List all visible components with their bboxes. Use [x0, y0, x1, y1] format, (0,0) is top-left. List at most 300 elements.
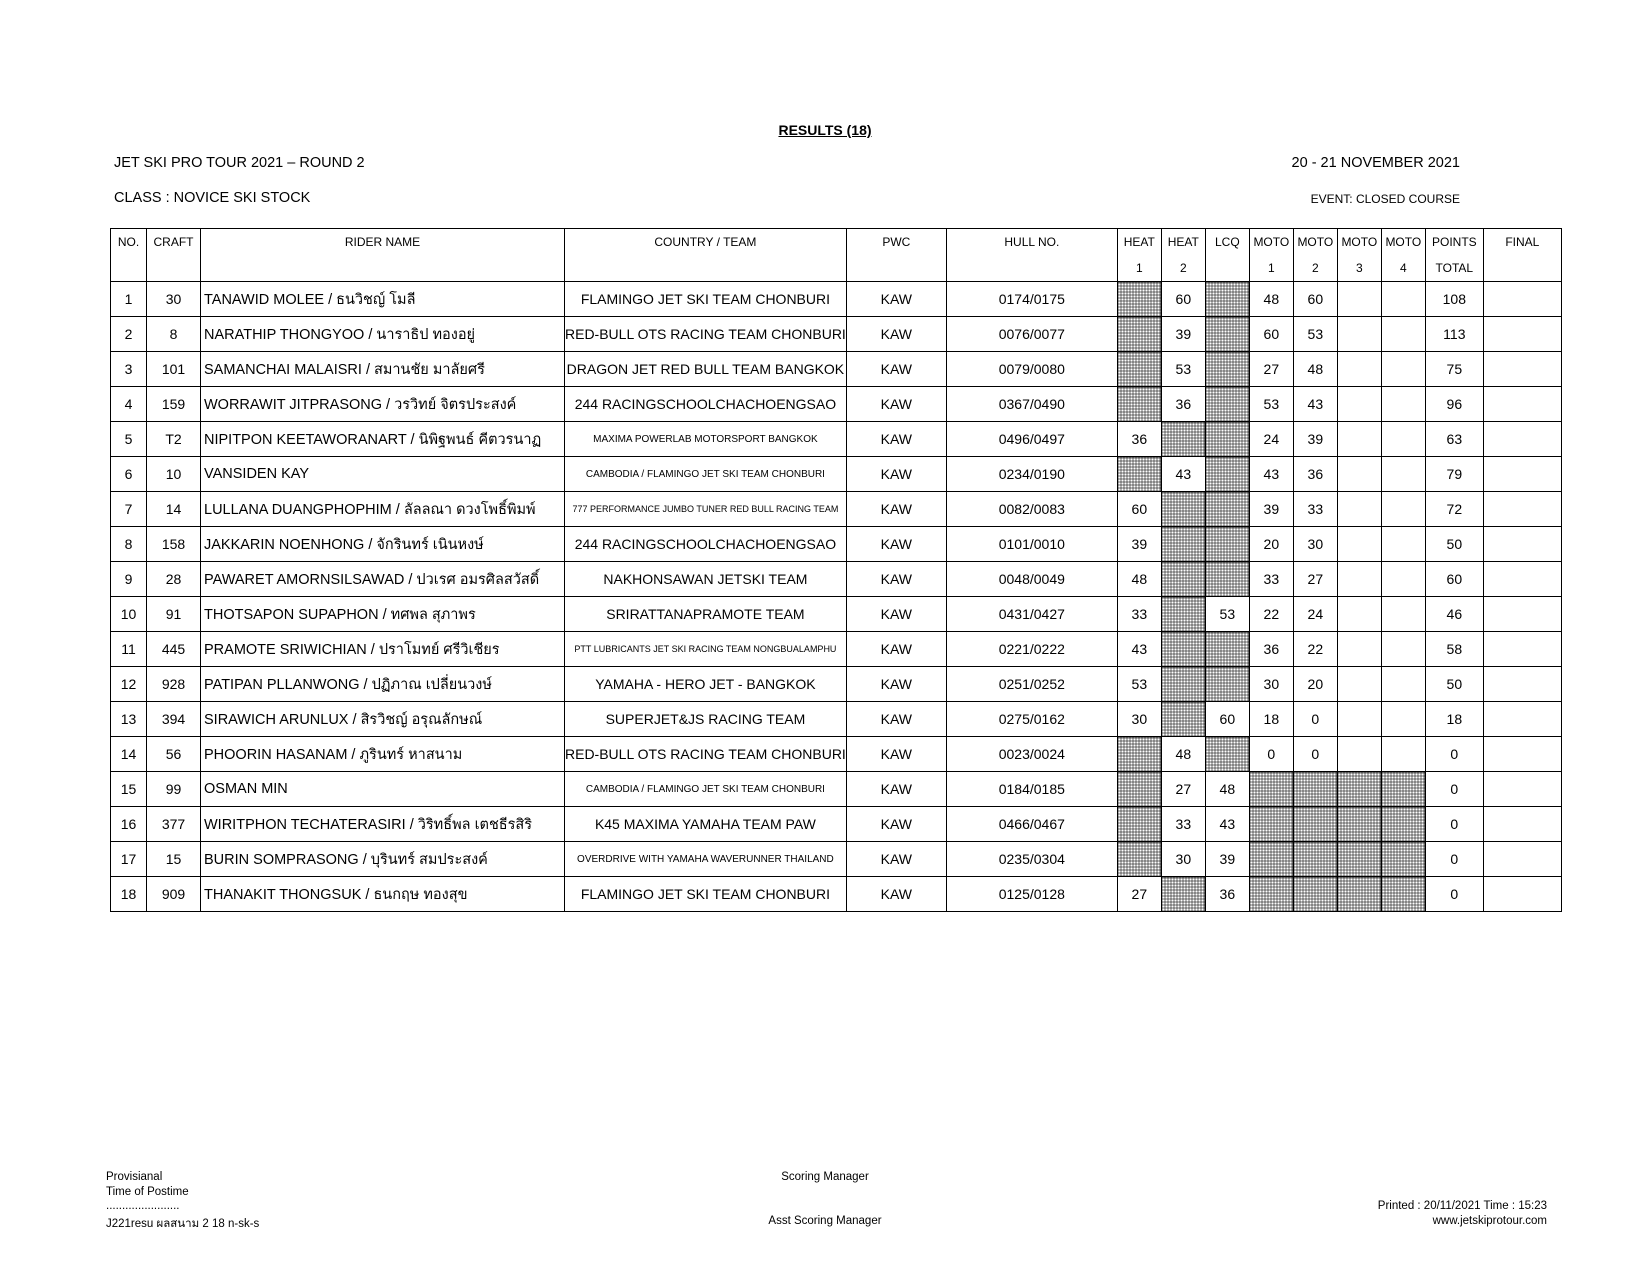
col-moto3: MOTO [1337, 229, 1381, 256]
table-row [111, 597, 1562, 632]
table-row [111, 632, 1562, 667]
cell-points-total: 50 [1425, 527, 1483, 562]
cell-no: 12 [111, 667, 147, 702]
cell-no: 9 [111, 562, 147, 597]
cell-final [1483, 772, 1561, 807]
cell-lcq [1205, 492, 1249, 527]
cell-pwc: KAW [846, 597, 946, 632]
cell-craft: 445 [147, 632, 201, 667]
cell-craft: 99 [147, 772, 201, 807]
cell-moto1 [1249, 772, 1293, 807]
col-lcq: LCQ [1205, 229, 1249, 282]
cell-final [1483, 562, 1561, 597]
cell-no: 2 [111, 317, 147, 352]
cell-rider-name: PRAMOTE SRIWICHIAN / ปราโมทย์ ศรีวิเชียร [201, 632, 565, 667]
cell-heat2 [1161, 562, 1205, 597]
cell-heat1 [1117, 737, 1161, 772]
cell-moto4 [1381, 772, 1425, 807]
cell-moto1: 53 [1249, 387, 1293, 422]
cell-pwc: KAW [846, 527, 946, 562]
cell-heat1 [1117, 387, 1161, 422]
col-moto4: MOTO [1381, 229, 1425, 256]
cell-moto4 [1381, 737, 1425, 772]
cell-final [1483, 527, 1561, 562]
cell-rider-name: LULLANA DUANGPHOPHIM / ลัลลณา ดวงโพธิ์พิมพ์ [201, 492, 565, 527]
col-points: POINTS [1425, 229, 1483, 256]
cell-moto2 [1293, 772, 1337, 807]
cell-hull-no: 0235/0304 [946, 842, 1117, 877]
cell-rider-name: THOTSAPON SUPAPHON / ทศพล สุภาพร [201, 597, 565, 632]
cell-final [1483, 702, 1561, 737]
cell-lcq: 53 [1205, 597, 1249, 632]
cell-rider-name: WIRITPHON TECHATERASIRI / วิริทธิ์พล เตชธีรสิริ [201, 807, 565, 842]
cell-moto3 [1337, 737, 1381, 772]
cell-pwc: KAW [846, 807, 946, 842]
cell-heat1: 30 [1117, 702, 1161, 737]
col-moto3-sub: 3 [1337, 255, 1381, 282]
cell-pwc: KAW [846, 772, 946, 807]
cell-lcq [1205, 282, 1249, 317]
cell-heat2 [1161, 492, 1205, 527]
col-moto1-sub: 1 [1249, 255, 1293, 282]
cell-no: 10 [111, 597, 147, 632]
table-row [111, 737, 1562, 772]
cell-moto4 [1381, 597, 1425, 632]
cell-points-total: 72 [1425, 492, 1483, 527]
footer-provisional: Provisianal [106, 1171, 163, 1183]
cell-country-team: NAKHONSAWAN JETSKI TEAM [565, 562, 847, 597]
cell-lcq [1205, 457, 1249, 492]
cell-heat1 [1117, 842, 1161, 877]
cell-moto1: 18 [1249, 702, 1293, 737]
cell-pwc: KAW [846, 702, 946, 737]
cell-moto4 [1381, 632, 1425, 667]
table-row [111, 352, 1562, 387]
cell-heat2 [1161, 597, 1205, 632]
table-row [111, 282, 1562, 317]
cell-points-total: 50 [1425, 667, 1483, 702]
cell-pwc: KAW [846, 877, 946, 912]
cell-heat1: 36 [1117, 422, 1161, 457]
cell-country-team: RED-BULL OTS RACING TEAM CHONBURI [565, 737, 847, 772]
cell-moto1: 27 [1249, 352, 1293, 387]
cell-moto4 [1381, 352, 1425, 387]
cell-moto1: 33 [1249, 562, 1293, 597]
cell-moto2: 30 [1293, 527, 1337, 562]
cell-moto2: 0 [1293, 737, 1337, 772]
cell-no: 8 [111, 527, 147, 562]
cell-pwc: KAW [846, 632, 946, 667]
cell-pwc: KAW [846, 842, 946, 877]
cell-rider-name: THANAKIT THONGSUK / ธนกฤษ ทองสุข [201, 877, 565, 912]
cell-country-team: 244 RACINGSCHOOLCHACHOENGSAO [565, 387, 847, 422]
cell-final [1483, 282, 1561, 317]
cell-moto1: 60 [1249, 317, 1293, 352]
cell-moto4 [1381, 527, 1425, 562]
cell-craft: 101 [147, 352, 201, 387]
cell-lcq [1205, 317, 1249, 352]
cell-no: 5 [111, 422, 147, 457]
col-craft: CRAFT [147, 229, 201, 282]
cell-moto2: 33 [1293, 492, 1337, 527]
cell-moto4 [1381, 562, 1425, 597]
cell-hull-no: 0251/0252 [946, 667, 1117, 702]
cell-lcq: 60 [1205, 702, 1249, 737]
cell-moto1: 43 [1249, 457, 1293, 492]
cell-craft: T2 [147, 422, 201, 457]
results-body [111, 282, 1562, 912]
cell-craft: 377 [147, 807, 201, 842]
cell-final [1483, 457, 1561, 492]
cell-craft: 15 [147, 842, 201, 877]
cell-points-total: 58 [1425, 632, 1483, 667]
cell-points-total: 0 [1425, 842, 1483, 877]
col-heat1-sub: 1 [1117, 255, 1161, 282]
cell-hull-no: 0101/0010 [946, 527, 1117, 562]
cell-moto3 [1337, 352, 1381, 387]
cell-moto2: 20 [1293, 667, 1337, 702]
cell-hull-no: 0496/0497 [946, 422, 1117, 457]
cell-no: 14 [111, 737, 147, 772]
col-points-sub: TOTAL [1425, 255, 1483, 282]
cell-hull-no: 0076/0077 [946, 317, 1117, 352]
col-moto2: MOTO [1293, 229, 1337, 256]
cell-points-total: 108 [1425, 282, 1483, 317]
cell-rider-name: JAKKARIN NOENHONG / จักรินทร์ เนินหงษ์ [201, 527, 565, 562]
cell-country-team: MAXIMA POWERLAB MOTORSPORT BANGKOK [565, 422, 847, 457]
cell-craft: 30 [147, 282, 201, 317]
cell-points-total: 0 [1425, 807, 1483, 842]
cell-moto2 [1293, 877, 1337, 912]
cell-no: 11 [111, 632, 147, 667]
cell-no: 1 [111, 282, 147, 317]
cell-country-team: K45 MAXIMA YAMAHA TEAM PAW [565, 807, 847, 842]
table-row [111, 702, 1562, 737]
cell-heat2: 27 [1161, 772, 1205, 807]
cell-final [1483, 492, 1561, 527]
cell-points-total: 0 [1425, 772, 1483, 807]
cell-moto1: 39 [1249, 492, 1293, 527]
cell-heat2: 36 [1161, 387, 1205, 422]
footer-printed-time: Printed : 20/11/2021 Time : 15:23 [1377, 1200, 1547, 1212]
table-row [111, 492, 1562, 527]
cell-moto2: 43 [1293, 387, 1337, 422]
table-row [111, 387, 1562, 422]
col-moto1: MOTO [1249, 229, 1293, 256]
cell-moto1: 20 [1249, 527, 1293, 562]
cell-moto3 [1337, 562, 1381, 597]
cell-heat1: 33 [1117, 597, 1161, 632]
col-moto2-sub: 2 [1293, 255, 1337, 282]
table-row [111, 457, 1562, 492]
cell-moto2 [1293, 807, 1337, 842]
footer-asst-scoring-manager: Asst Scoring Manager [768, 1215, 882, 1227]
cell-moto3 [1337, 387, 1381, 422]
cell-no: 3 [111, 352, 147, 387]
cell-moto3 [1337, 422, 1381, 457]
cell-moto3 [1337, 492, 1381, 527]
cell-heat2 [1161, 527, 1205, 562]
cell-rider-name: OSMAN MIN [201, 772, 565, 807]
cell-moto3 [1337, 667, 1381, 702]
cell-moto4 [1381, 877, 1425, 912]
cell-points-total: 60 [1425, 562, 1483, 597]
col-final: FINAL [1483, 229, 1561, 282]
event-type: EVENT: CLOSED COURSE [1310, 192, 1460, 206]
footer-website: www.jetskiprotour.com [1432, 1215, 1547, 1227]
cell-moto1 [1249, 807, 1293, 842]
class-label: CLASS : NOVICE SKI STOCK [114, 190, 311, 206]
cell-country-team: CAMBODIA / FLAMINGO JET SKI TEAM CHONBURI [565, 457, 847, 492]
cell-moto4 [1381, 387, 1425, 422]
cell-lcq [1205, 737, 1249, 772]
cell-heat2: 60 [1161, 282, 1205, 317]
cell-craft: 56 [147, 737, 201, 772]
cell-heat1: 27 [1117, 877, 1161, 912]
cell-final [1483, 422, 1561, 457]
header-row-main [111, 229, 1562, 256]
cell-hull-no: 0082/0083 [946, 492, 1117, 527]
cell-lcq [1205, 422, 1249, 457]
cell-rider-name: NIPITPON KEETAWORANART / นิพิฐพนธ์ คีตวรนาฏ [201, 422, 565, 457]
cell-heat2: 30 [1161, 842, 1205, 877]
cell-points-total: 18 [1425, 702, 1483, 737]
col-heat2-sub: 2 [1161, 255, 1205, 282]
cell-heat2: 33 [1161, 807, 1205, 842]
cell-craft: 158 [147, 527, 201, 562]
cell-lcq: 43 [1205, 807, 1249, 842]
col-heat2: HEAT [1161, 229, 1205, 256]
cell-rider-name: TANAWID MOLEE / ธนวิชญ์ โมลี [201, 282, 565, 317]
cell-moto2: 48 [1293, 352, 1337, 387]
cell-craft: 28 [147, 562, 201, 597]
cell-final [1483, 667, 1561, 702]
cell-points-total: 79 [1425, 457, 1483, 492]
cell-rider-name: BURIN SOMPRASONG / บุรินทร์ สมประสงค์ [201, 842, 565, 877]
cell-rider-name: PAWARET AMORNSILSAWAD / ปวเรศ อมรศิลสวัสดิ์ [201, 562, 565, 597]
cell-hull-no: 0125/0128 [946, 877, 1117, 912]
cell-heat2: 53 [1161, 352, 1205, 387]
col-no: NO. [111, 229, 147, 282]
cell-moto3 [1337, 282, 1381, 317]
cell-rider-name: SAMANCHAI MALAISRI / สมานชัย มาลัยศรี [201, 352, 565, 387]
cell-no: 17 [111, 842, 147, 877]
cell-heat2 [1161, 702, 1205, 737]
cell-no: 6 [111, 457, 147, 492]
cell-heat2 [1161, 667, 1205, 702]
cell-country-team: YAMAHA - HERO JET - BANGKOK [565, 667, 847, 702]
cell-country-team: CAMBODIA / FLAMINGO JET SKI TEAM CHONBURI [565, 772, 847, 807]
cell-rider-name: SIRAWICH ARUNLUX / สิรวิชญ์ อรุณลักษณ์ [201, 702, 565, 737]
cell-heat2 [1161, 422, 1205, 457]
cell-final [1483, 737, 1561, 772]
cell-moto3 [1337, 632, 1381, 667]
cell-pwc: KAW [846, 422, 946, 457]
cell-moto3 [1337, 597, 1381, 632]
cell-moto2: 36 [1293, 457, 1337, 492]
cell-heat1: 43 [1117, 632, 1161, 667]
cell-moto4 [1381, 702, 1425, 737]
cell-moto3 [1337, 877, 1381, 912]
cell-country-team: 244 RACINGSCHOOLCHACHOENGSAO [565, 527, 847, 562]
cell-lcq [1205, 352, 1249, 387]
table-row [111, 877, 1562, 912]
cell-heat1: 39 [1117, 527, 1161, 562]
cell-country-team: FLAMINGO JET SKI TEAM CHONBURI [565, 877, 847, 912]
cell-moto3 [1337, 457, 1381, 492]
cell-final [1483, 352, 1561, 387]
cell-moto1: 0 [1249, 737, 1293, 772]
cell-heat2 [1161, 632, 1205, 667]
cell-rider-name: PATIPAN PLLANWONG / ปฏิภาณ เปลี่ยนวงษ์ [201, 667, 565, 702]
cell-heat1 [1117, 282, 1161, 317]
col-country-team: COUNTRY / TEAM [565, 229, 847, 282]
cell-no: 16 [111, 807, 147, 842]
cell-moto4 [1381, 282, 1425, 317]
cell-moto1: 36 [1249, 632, 1293, 667]
table-row [111, 317, 1562, 352]
cell-lcq [1205, 387, 1249, 422]
table-row [111, 527, 1562, 562]
cell-craft: 14 [147, 492, 201, 527]
cell-no: 15 [111, 772, 147, 807]
cell-heat2 [1161, 877, 1205, 912]
cell-moto3 [1337, 772, 1381, 807]
cell-country-team: 777 PERFORMANCE JUMBO TUNER RED BULL RACING TEAM [565, 492, 847, 527]
cell-lcq: 39 [1205, 842, 1249, 877]
cell-lcq: 36 [1205, 877, 1249, 912]
cell-heat1: 48 [1117, 562, 1161, 597]
cell-moto4 [1381, 807, 1425, 842]
cell-moto2: 39 [1293, 422, 1337, 457]
cell-rider-name: NARATHIP THONGYOO / นาราธิป ทองอยู่ [201, 317, 565, 352]
table-row [111, 422, 1562, 457]
cell-moto2: 24 [1293, 597, 1337, 632]
cell-heat1: 53 [1117, 667, 1161, 702]
cell-moto4 [1381, 842, 1425, 877]
cell-craft: 928 [147, 667, 201, 702]
table-row [111, 842, 1562, 877]
cell-moto1: 48 [1249, 282, 1293, 317]
cell-lcq [1205, 667, 1249, 702]
cell-hull-no: 0023/0024 [946, 737, 1117, 772]
cell-pwc: KAW [846, 492, 946, 527]
cell-rider-name: PHOORIN HASANAM / ภูรินทร์ หาสนาม [201, 737, 565, 772]
cell-moto1: 22 [1249, 597, 1293, 632]
cell-heat1: 60 [1117, 492, 1161, 527]
cell-country-team: RED-BULL OTS RACING TEAM CHONBURI [565, 317, 847, 352]
cell-hull-no: 0221/0222 [946, 632, 1117, 667]
cell-hull-no: 0174/0175 [946, 282, 1117, 317]
cell-moto2: 53 [1293, 317, 1337, 352]
cell-points-total: 96 [1425, 387, 1483, 422]
cell-final [1483, 842, 1561, 877]
cell-heat2: 43 [1161, 457, 1205, 492]
cell-final [1483, 387, 1561, 422]
col-hull-no: HULL NO. [946, 229, 1117, 282]
cell-no: 13 [111, 702, 147, 737]
cell-lcq [1205, 527, 1249, 562]
col-moto4-sub: 4 [1381, 255, 1425, 282]
cell-moto4 [1381, 317, 1425, 352]
cell-moto2 [1293, 842, 1337, 877]
footer-file-code: J221resu ผลสนาม 2 18 n-sk-s [106, 1218, 260, 1230]
cell-no: 4 [111, 387, 147, 422]
cell-craft: 909 [147, 877, 201, 912]
cell-moto2: 22 [1293, 632, 1337, 667]
cell-lcq [1205, 632, 1249, 667]
cell-craft: 159 [147, 387, 201, 422]
cell-lcq: 48 [1205, 772, 1249, 807]
cell-moto4 [1381, 667, 1425, 702]
cell-points-total: 46 [1425, 597, 1483, 632]
cell-heat1 [1117, 772, 1161, 807]
cell-rider-name: VANSIDEN KAY [201, 457, 565, 492]
cell-pwc: KAW [846, 457, 946, 492]
col-heat1: HEAT [1117, 229, 1161, 256]
cell-hull-no: 0079/0080 [946, 352, 1117, 387]
table-row [111, 772, 1562, 807]
cell-hull-no: 0275/0162 [946, 702, 1117, 737]
cell-craft: 394 [147, 702, 201, 737]
cell-moto4 [1381, 422, 1425, 457]
cell-heat1 [1117, 352, 1161, 387]
cell-final [1483, 317, 1561, 352]
cell-heat1 [1117, 807, 1161, 842]
event-dates: 20 - 21 NOVEMBER 2021 [1291, 155, 1460, 171]
cell-pwc: KAW [846, 387, 946, 422]
cell-moto3 [1337, 317, 1381, 352]
results-table [110, 228, 1562, 912]
cell-hull-no: 0431/0427 [946, 597, 1117, 632]
cell-final [1483, 597, 1561, 632]
cell-hull-no: 0466/0467 [946, 807, 1117, 842]
cell-points-total: 113 [1425, 317, 1483, 352]
cell-heat2: 48 [1161, 737, 1205, 772]
cell-country-team: OVERDRIVE WITH YAMAHA WAVERUNNER THAILAND [565, 842, 847, 877]
cell-points-total: 63 [1425, 422, 1483, 457]
footer-dots: ....................... [106, 1200, 180, 1212]
cell-no: 7 [111, 492, 147, 527]
cell-heat1 [1117, 317, 1161, 352]
cell-hull-no: 0048/0049 [946, 562, 1117, 597]
cell-moto3 [1337, 702, 1381, 737]
cell-pwc: KAW [846, 352, 946, 387]
cell-craft: 91 [147, 597, 201, 632]
results-title: RESULTS (18) [778, 122, 872, 138]
table-row [111, 807, 1562, 842]
cell-heat2: 39 [1161, 317, 1205, 352]
cell-lcq [1205, 562, 1249, 597]
cell-moto3 [1337, 807, 1381, 842]
cell-country-team: FLAMINGO JET SKI TEAM CHONBURI [565, 282, 847, 317]
cell-points-total: 0 [1425, 737, 1483, 772]
cell-hull-no: 0367/0490 [946, 387, 1117, 422]
cell-pwc: KAW [846, 562, 946, 597]
cell-moto3 [1337, 842, 1381, 877]
cell-country-team: DRAGON JET RED BULL TEAM BANGKOK [565, 352, 847, 387]
cell-rider-name: WORRAWIT JITPRASONG / วรวิทย์ จิตรประสงค์ [201, 387, 565, 422]
cell-moto1 [1249, 842, 1293, 877]
cell-pwc: KAW [846, 282, 946, 317]
cell-moto1: 30 [1249, 667, 1293, 702]
cell-final [1483, 632, 1561, 667]
cell-craft: 10 [147, 457, 201, 492]
cell-hull-no: 0184/0185 [946, 772, 1117, 807]
cell-moto2: 60 [1293, 282, 1337, 317]
cell-pwc: KAW [846, 667, 946, 702]
cell-hull-no: 0234/0190 [946, 457, 1117, 492]
